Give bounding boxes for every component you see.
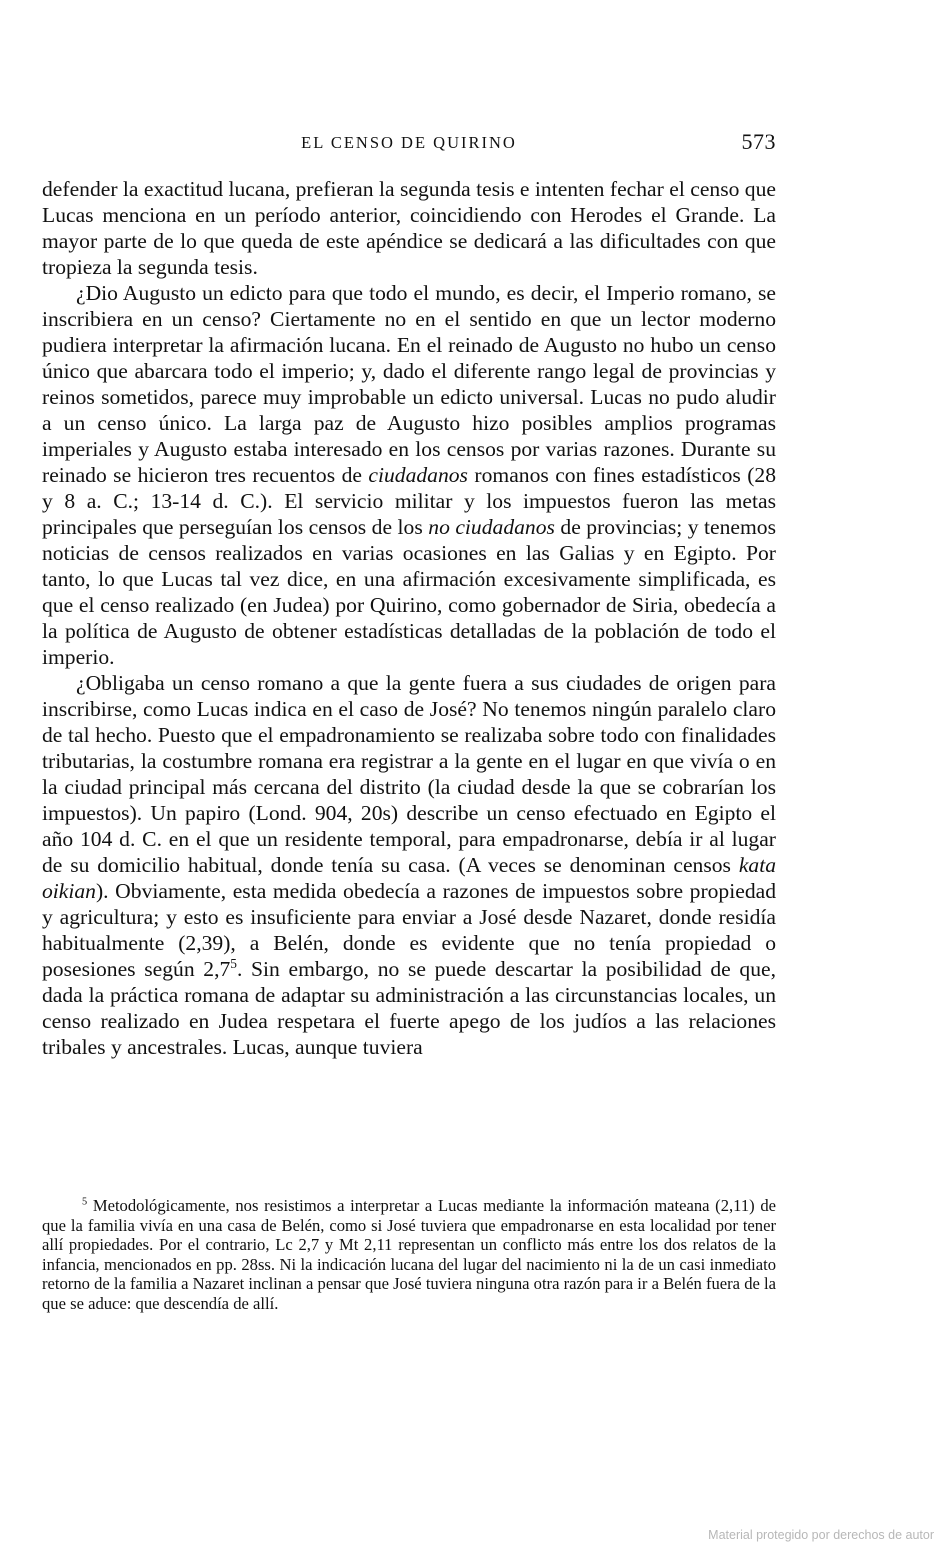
main-text: [42, 176, 776, 1060]
footnote-reference: 5: [230, 955, 237, 971]
footnote-marker: 5: [82, 1196, 88, 1208]
paragraph-3: [42, 670, 776, 1060]
copyright-watermark: Material protegido por derechos de autor: [708, 1528, 934, 1542]
page-number: 573: [741, 129, 776, 154]
paragraph-3-part-c: . Sin embargo, no se puede descartar la posibilidad de que, dada la práctica romana de adaptar su administración a las circunstancias locales, un censo realizado en Judea respetara el fuerte apego de los judíos a las relaciones tribales y ancestrales. Lucas, aunque tuviera: [42, 957, 776, 1059]
emphasis-no-ciudadanos: no ciudadanos: [428, 515, 555, 539]
footnote-text: Metodológicamente, nos resistimos a interpretar a Lucas mediante la información mateana (2,11) de que la familia vivía en una casa de Belén, como si José tuviera que empadronarse en esta localidad por tener allí propiedades. Por el contrario, Lc 2,7 y Mt 2,11 representan un conflicto más entre los dos relatos de la infancia, mencionados en pp. 28ss. Ni la indicación lucana del lugar del nacimiento ni la de un casi inmediato retorno de la familia a Nazaret inclinan a pensar que José tuviera ninguna otra razón para ir a Belén fuera de la que se aduce: que descendía de allí.: [42, 1196, 776, 1313]
paragraph-2-part-a: ¿Dio Augusto un edicto para que todo el mundo, es decir, el Imperio romano, se inscribiera en un censo? Ciertamente no en el sentido en que un lector moderno pudiera interpretar la afirmación lucana. En el reinado de Augusto no hubo un censo único que abarcara todo el imperio; y, dado el diferente rango legal de provincias y reinos sometidos, parece muy improbable un edicto universal. Lucas no pudo aludir a un censo único. La larga paz de Augusto hizo posibles amplios programas imperiales y Augusto estaba interesado en los censos por varias razones. Durante su reinado se hicieron tres recuentos de: [42, 281, 776, 487]
running-title: EL CENSO DE QUIRINO: [301, 133, 517, 152]
paragraph-2: [42, 280, 776, 670]
paragraph-3-part-a: ¿Obligaba un censo romano a que la gente fuera a sus ciudades de origen para inscribirse, como Lucas indica en el caso de José? No tenemos ningún paralelo claro de tal hecho. Puesto que el empadronamiento se realizaba sobre todo con finalidades tributarias, la costumbre romana era registrar a la gente en el lugar en que vivía o en la ciudad principal más cercana del distrito (la ciudad desde la que se cobrarían los impuestos). Un papiro (Lond. 904, 20s) describe un censo efectuado en Egipto el año 104 d. C. en el que un residente temporal, para empadronarse, debía ir al lugar de su domicilio habitual, donde tenía su casa. (A veces se denominan censos: [42, 671, 776, 877]
footnote-block: [42, 1196, 776, 1314]
paragraph-1: defender la exactitud lucana, prefieran la segunda tesis e intenten fechar el censo que Lucas menciona en un período anterior, coincidiendo con Herodes el Grande. La mayor parte de lo que queda de este apéndice se dedicará a las dificultades con que tropieza la segunda tesis.: [42, 177, 776, 279]
emphasis-ciudadanos: ciudadanos: [368, 463, 468, 487]
emphasis-kata-oikian: kata oikian: [42, 853, 776, 903]
paragraph-3-part-b: ). Obviamente, esta medida obedecía a razones de impuestos sobre propiedad y agricultura; y esto es insuficiente para enviar a José desde Nazaret, donde residía habitualmente (2,39), a Belén, donde es evidente que no tenía propiedad o posesiones según 2,7: [42, 879, 776, 981]
paragraph-2-part-b: romanos con fines estadísticos (28 y 8 a. C.; 13-14 d. C.). El servicio militar y los impuestos fueron las metas principales que perseguían los censos de los: [42, 463, 776, 539]
paragraph-2-part-c: de provincias; y tenemos noticias de censos realizados en varias ocasiones en las Galias y en Egipto. Por tanto, lo que Lucas tal vez dice, en una afirmación excesivamente simplificada, es que el censo realizado (en Judea) por Quirino, como gobernador de Siria, obedecía a la política de Augusto de obtener estadísticas detalladas de la población de todo el imperio.: [42, 515, 776, 669]
running-head: [42, 128, 776, 158]
footnote: [42, 1196, 776, 1314]
